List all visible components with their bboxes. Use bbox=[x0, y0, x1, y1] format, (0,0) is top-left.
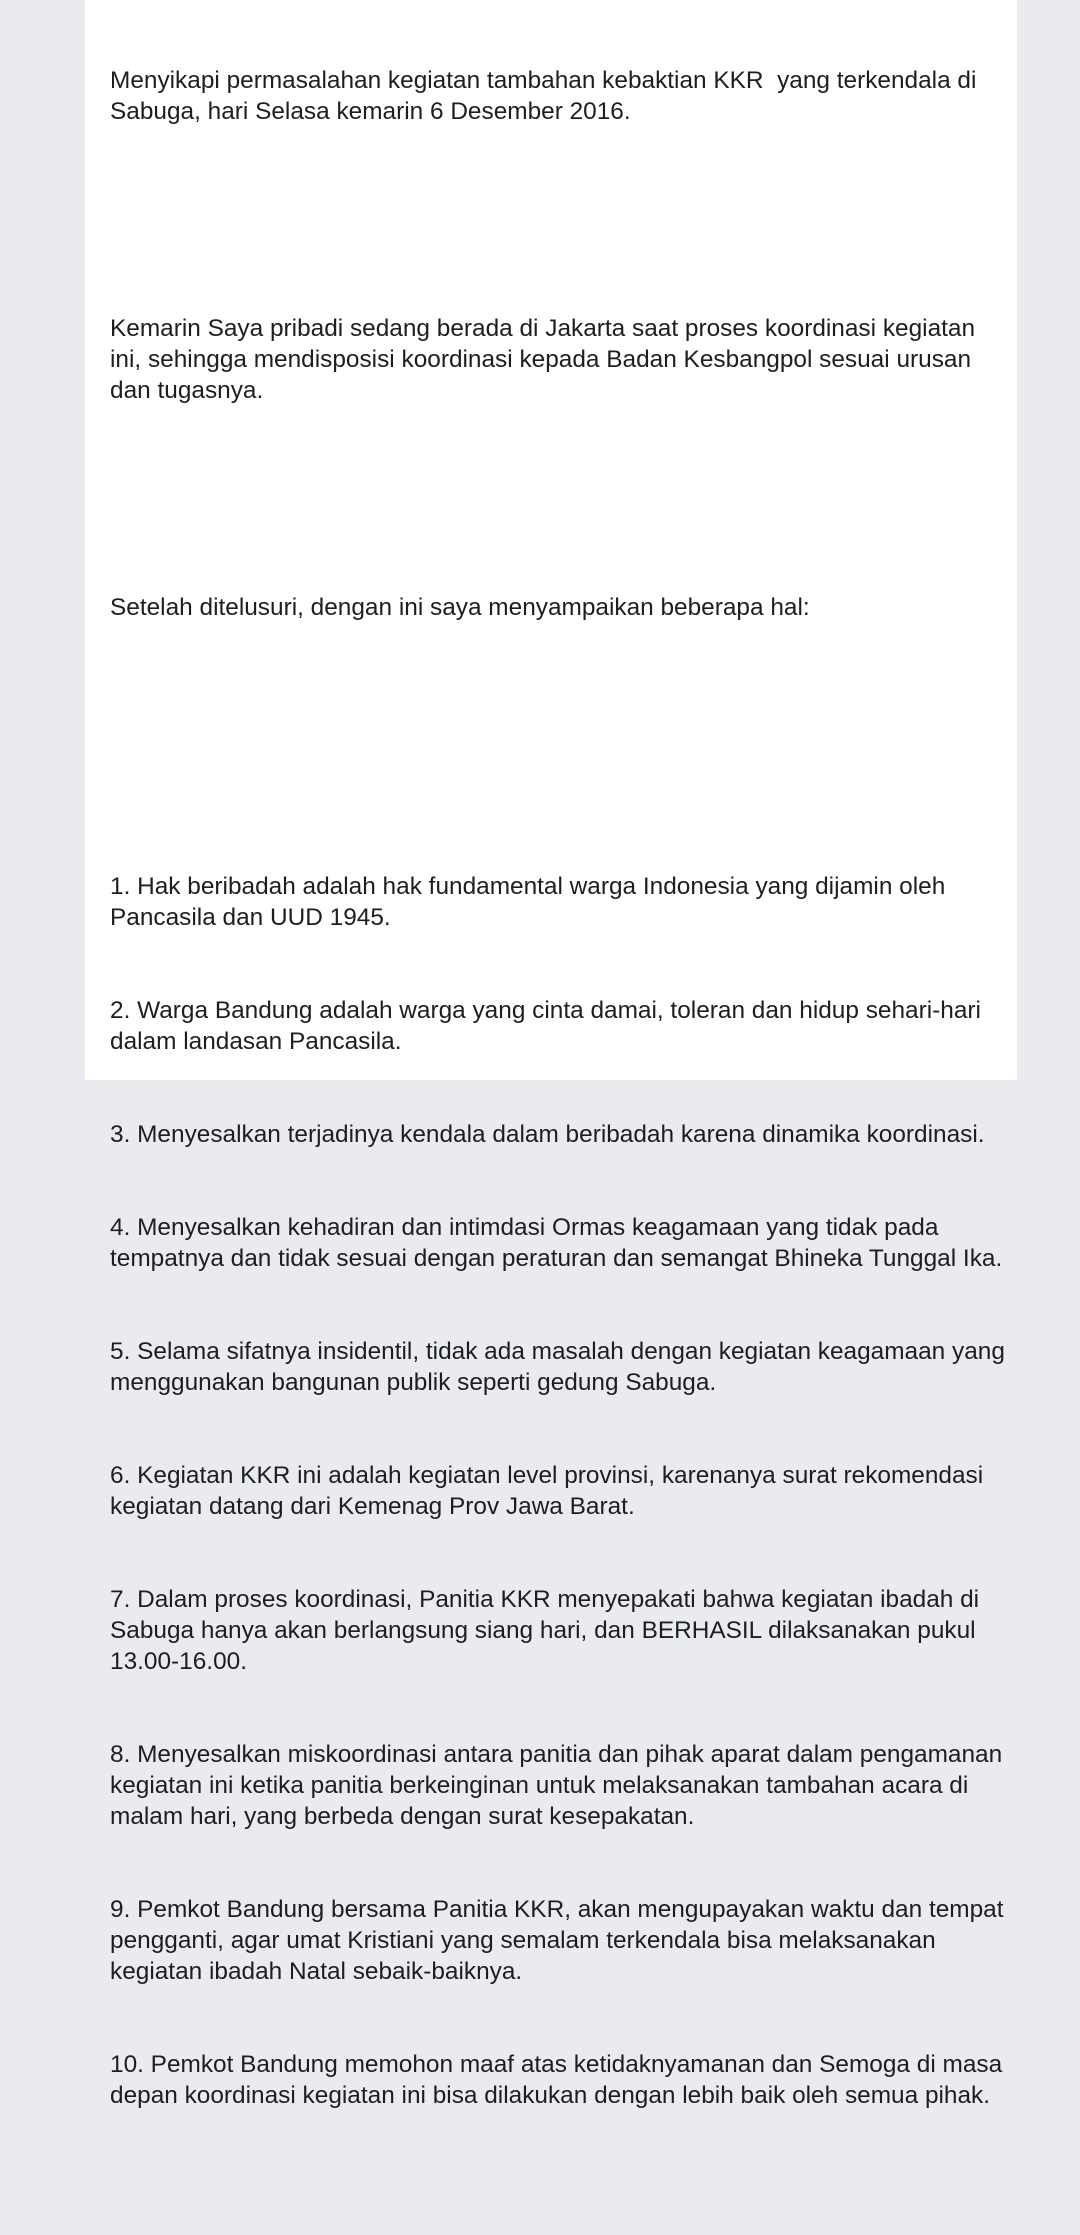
list-item: 7. Dalam proses koordinasi, Panitia KKR menyepakati bahwa kegiatan ibadah di Sabuga hanya akan berlangsung siang hari, dan BERHASIL dilaksanakan pukul 13.00-16.00. bbox=[110, 1586, 986, 1675]
list-item: 2. Warga Bandung adalah warga yang cinta damai, toleran dan hidup sehari-hari dalam landasan Pancasila. bbox=[110, 997, 988, 1055]
lead-in-paragraph: Setelah ditelusuri, dengan ini saya menyampaikan beberapa hal: bbox=[110, 594, 810, 621]
list-item: 1. Hak beribadah adalah hak fundamental warga Indonesia yang dijamin oleh Pancasila dan UUD 1945. bbox=[110, 873, 953, 931]
list-item: 4. Menyesalkan kehadiran dan intimdasi Ormas keagamaan yang tidak pada tempatnya dan tidak sesuai dengan peraturan dan semangat Bhineka Tunggal Ika. bbox=[110, 1214, 1003, 1272]
intro-paragraph: Menyikapi permasalahan kegiatan tambahan kebaktian KKR yang terkendala di Sabuga, hari Selasa kemarin 6 Desember 2016. bbox=[110, 67, 984, 125]
list-item: 6. Kegiatan KKR ini adalah kegiatan level provinsi, karenanya surat rekomendasi kegiatan datang dari Kemenag Prov Jawa Barat. bbox=[110, 1462, 990, 1520]
list-item: 8. Menyesalkan miskoordinasi antara panitia dan pihak aparat dalam pengamanan kegiatan ini ketika panitia berkeinginan untuk melaksanakan tambahan acara di malam hari, yang berbeda dengan surat kesepakatan. bbox=[110, 1741, 1009, 1830]
post-body bbox=[110, 3, 1010, 2235]
paragraph-gap bbox=[110, 189, 1010, 220]
paragraph-gap bbox=[110, 685, 1010, 716]
points-list bbox=[110, 809, 1010, 2173]
list-item: 3. Menyesalkan terjadinya kendala dalam beribadah karena dinamika koordinasi. bbox=[110, 1121, 985, 1148]
list-item: 5. Selama sifatnya insidentil, tidak ada masalah dengan kegiatan keagamaan yang menggunakan bangunan publik seperti gedung Sabuga. bbox=[110, 1338, 1012, 1396]
paragraph-gap bbox=[110, 468, 1010, 499]
list-item: 9. Pemkot Bandung bersama Panitia KKR, akan mengupayakan waktu dan tempat pengganti, agar umat Kristiani yang semalam terkendala bisa melaksanakan kegiatan ibadah Natal sebaik-baiknya. bbox=[110, 1896, 1011, 1985]
list-item: 10. Pemkot Bandung memohon maaf atas ketidaknyamanan dan Semoga di masa depan koordinasi kegiatan ini bisa dilakukan dengan lebih baik oleh semua pihak. bbox=[110, 2051, 1009, 2109]
context-paragraph: Kemarin Saya pribadi sedang berada di Jakarta saat proses koordinasi kegiatan ini, sehingga mendisposisi koordinasi kepada Badan Kesbangpol sesuai urusan dan tugasnya. bbox=[110, 315, 982, 404]
